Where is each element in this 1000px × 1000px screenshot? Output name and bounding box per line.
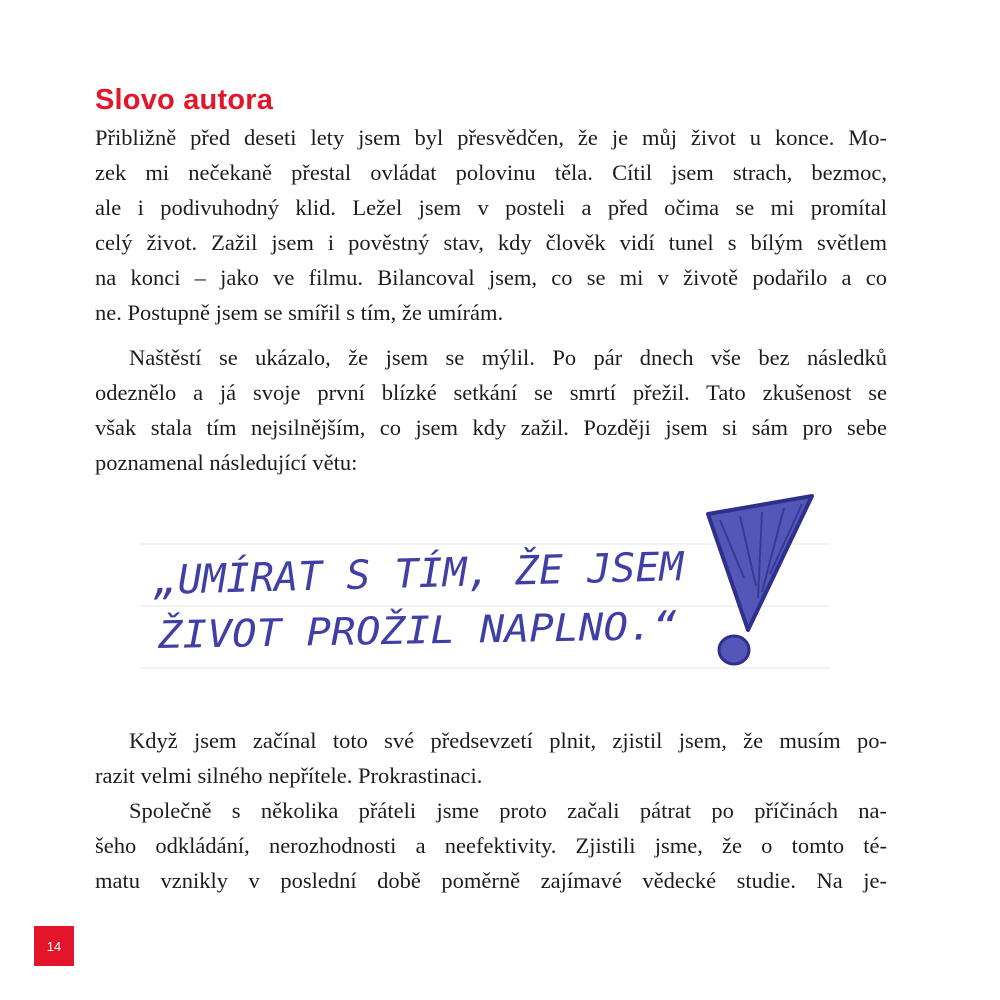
paragraph-2 — [95, 340, 887, 480]
text-line: šeho odkládání, nerozhodnosti a neefektivity. Zjistili jsme, že o tomto té- — [95, 833, 887, 858]
text-line: zek mi nečekaně přestal ovládat polovinu těla. Cítil jsem strach, bezmoc, — [95, 160, 887, 185]
paragraph-3 — [95, 723, 887, 793]
page-title: Slovo autora — [95, 84, 274, 116]
text-line: Přibližně před deseti lety jsem byl přesvědčen, že je můj život u konce. Mo- — [95, 125, 887, 150]
handwritten-line-2: ŽIVOT PROŽIL NAPLNO.“ — [157, 604, 639, 657]
text-line: ale i podivuhodný klid. Ležel jsem v posteli a před očima se mi promítal — [95, 195, 887, 220]
handwritten-note — [140, 488, 830, 693]
paragraph-1 — [95, 120, 887, 330]
text-line: Když jsem začínal toto své předsevzetí plnit, zjistil jsem, že musím po- — [129, 728, 887, 753]
text-line: matu vznikly v poslední době poměrně zajímavé vědecké studie. Na je- — [95, 868, 887, 893]
text-line: na konci – jako ve filmu. Bilancoval jsem, co se mi v životě podařilo a co — [95, 265, 887, 290]
page-number-badge: 14 — [34, 926, 74, 966]
text-line: Naštěstí se ukázalo, že jsem se mýlil. Po pár dnech vše bez následků — [129, 345, 887, 370]
paragraph-4 — [95, 793, 887, 898]
text-line: odeznělo a já svoje první blízké setkání se smrtí přežil. Tato zkušenost se — [95, 380, 887, 405]
text-line: Společně s několika přáteli jsme proto začali pátrat po příčinách na- — [129, 798, 887, 823]
text-line: razit velmi silného nepřítele. Prokrastinaci. — [95, 763, 483, 788]
handwritten-line-1: „UMÍRAT S TÍM, ŽE JSEM — [153, 544, 684, 604]
text-line: poznamenal následující větu: — [95, 450, 358, 475]
text-line: celý život. Zažil jsem i pověstný stav, kdy člověk vidí tunel s bílým světlem — [95, 230, 887, 255]
exclamation-mark-drawing — [708, 496, 812, 664]
text-line: však stala tím nejsilnějším, co jsem kdy zažil. Později jsem si sám pro sebe — [95, 415, 887, 440]
text-line: ne. Postupně jsem se smířil s tím, že umírám. — [95, 300, 504, 325]
